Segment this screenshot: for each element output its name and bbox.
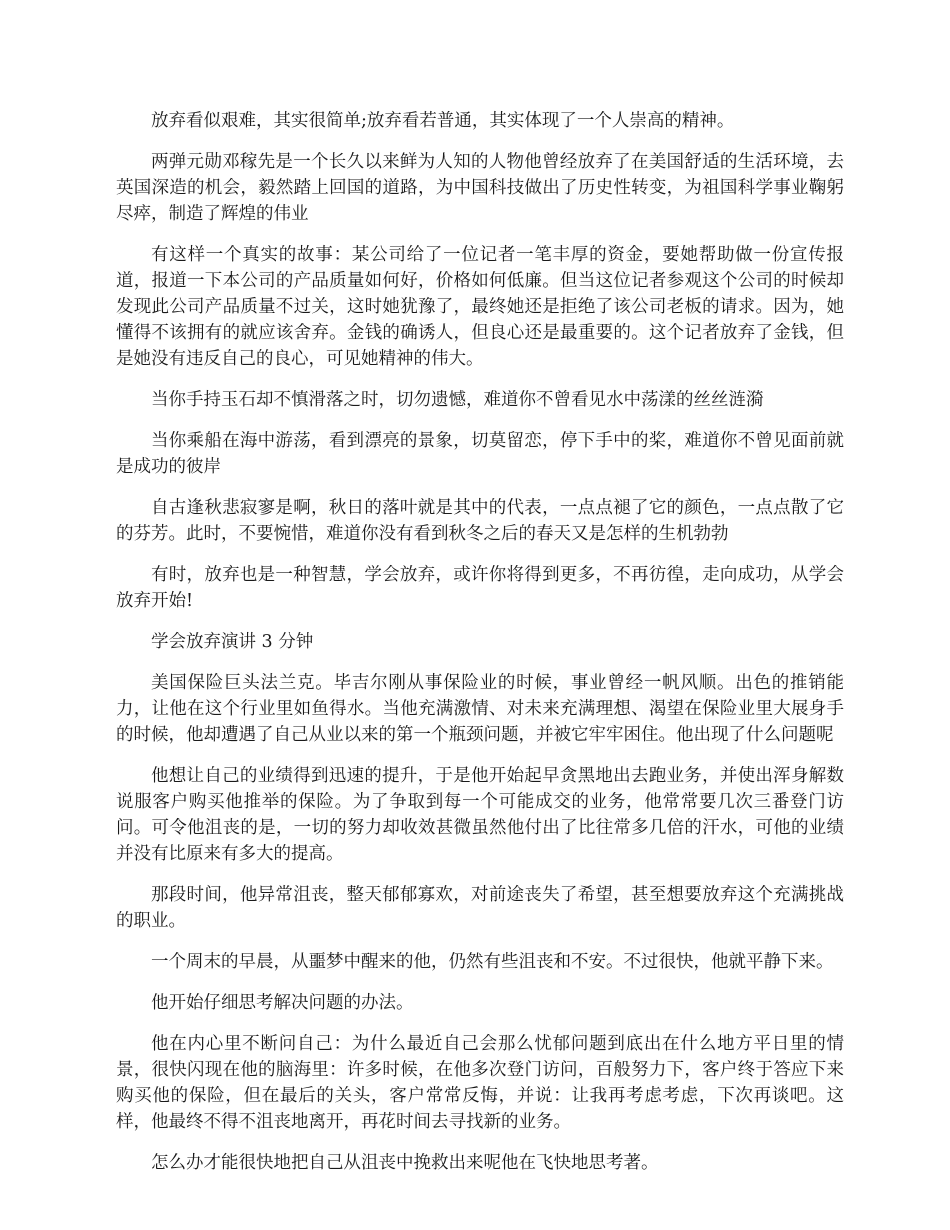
paragraph-3: 有这样一个真实的故事：某公司给了一位记者一笔丰厚的资金，要她帮助做一份宣传报道，报道一下本公司的产品质量如何好，价格如何低廉。但当这位记者参观这个公司的时候却发现此公司产品质量不过关，这时她犹豫了，最终她还是拒绝了该公司老板的请求。因为，她懂得不该拥有的就应该舍弃。金钱的确诱人，但良心还是最重要的。这个记者放弃了金钱，但是她没有违反自己的良心，可见她精神的伟大。 (116, 245, 844, 369)
paragraph-13: 他开始仔细思考解决问题的办法。 (151, 993, 414, 1013)
paragraph-14: 他在内心里不断问自己：为什么最近自己会那么忧郁问题到底出在什么地方平日里的情景，很快闪现在他的脑海里：许多时候，在他多次登门访问，百般努力下，客户终于答应下来购买他的保险，但在最后的关头，客户常常反悔，并说：让我再考虑考虑，下次再谈吧。这样，他最终不得不沮丧地离开，再花时间去寻找新的业务。 (116, 1034, 844, 1132)
paragraph-2: 两弹元勋邓稼先是一个长久以来鲜为人知的人物他曾经放弃了在美国舒适的生活环境，去英国深造的机会，毅然踏上回国的道路，为中国科技做出了历史性转变，为祖国科学事业鞠躬尽瘁，制造了辉煌的伟业 (116, 152, 844, 224)
document-body (116, 108, 844, 1191)
section-heading: 学会放弃演讲 3 分钟 (151, 632, 314, 652)
paragraph-1: 放弃看似艰难，其实很简单;放弃看若普通，其实体现了一个人崇高的精神。 (151, 111, 735, 131)
paragraph-9: 美国保险巨头法兰克。毕吉尔刚从事保险业的时候，事业曾经一帆风顺。出色的推销能力，让他在这个行业里如鱼得水。当他充满激情、对未来充满理想、渴望在保险业里大展身手的时候，他却遭遇了自己从业以来的第一个瓶颈问题，并被它牢牢困住。他出现了什么问题呢 (116, 673, 844, 745)
paragraph-12: 一个周末的早晨，从噩梦中醒来的他，仍然有些沮丧和不安。不过很快，他就平静下来。 (151, 952, 834, 972)
paragraph-7: 有时，放弃也是一种智慧，学会放弃，或许你将得到更多，不再彷徨，走向成功，从学会放弃开始! (116, 565, 844, 611)
paragraph-6: 自古逢秋悲寂寥是啊，秋日的落叶就是其中的代表，一点点褪了它的颜色，一点点散了它的芬芳。此时，不要惋惜，难道你没有看到秋冬之后的春天又是怎样的生机勃勃 (116, 498, 844, 544)
paragraph-5: 当你乘船在海中游荡，看到漂亮的景象，切莫留恋，停下手中的桨，难道你不曾见面前就是成功的彼岸 (116, 431, 844, 477)
paragraph-15: 怎么办才能很快地把自己从沮丧中挽救出来呢他在飞快地思考著。 (151, 1153, 659, 1173)
paragraph-11: 那段时间，他异常沮丧，整天郁郁寡欢，对前途丧失了希望，甚至想要放弃这个充满挑战的职业。 (116, 885, 844, 931)
paragraph-4: 当你手持玉石却不慎滑落之时，切勿遗憾，难道你不曾看见水中荡漾的丝丝涟漪 (151, 390, 764, 410)
paragraph-10: 他想让自己的业绩得到迅速的提升，于是他开始起早贪黑地出去跑业务，并使出浑身解数说服客户购买他推举的保险。为了争取到每一个可能成交的业务，他常常要几次三番登门访问。可令他沮丧的是，一切的努力却收效甚微虽然他付出了比往常多几倍的汗水，可他的业绩并没有比原来有多大的提高。 (116, 766, 844, 864)
